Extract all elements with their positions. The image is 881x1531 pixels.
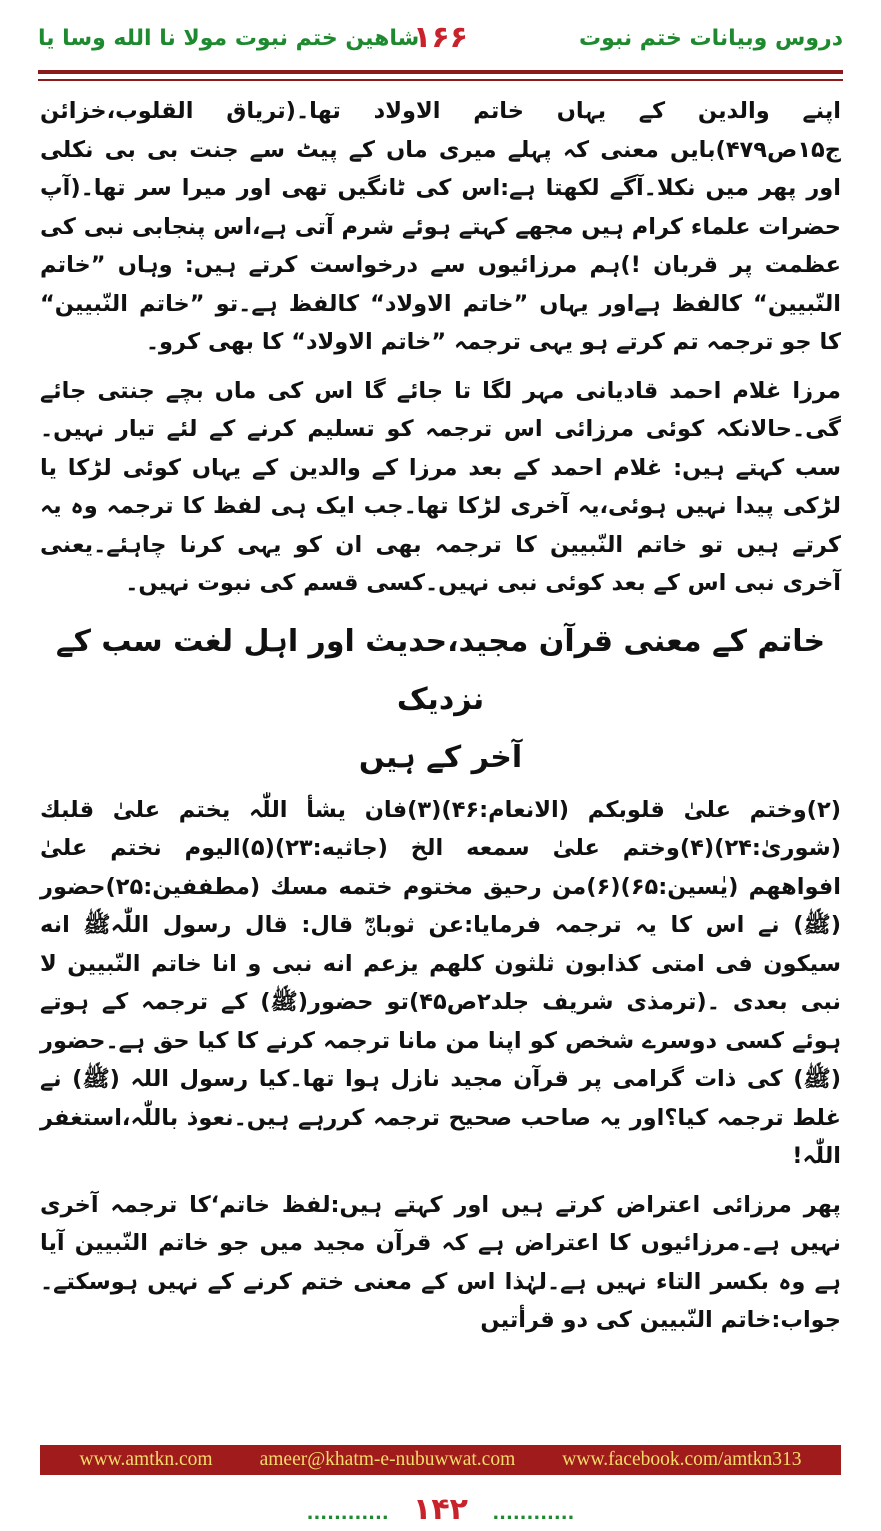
paragraph-4: پھر مرزائی اعتراض کرتے ہیں اور کہتے ہیں:لفظ خاتم‘کا ترجمہ آخری نہیں ہے۔مرزائیوں کا اعتراض ہے کہ قرآن مجید میں جو خاتم النّبیین آیا ہے وہ بکسر التاء نہیں ہے۔لہٰذا اس کے معنی ختم کرنے کے نہیں ہوسکتے۔جواب:خاتم النّبیین کی دو قرأتیں	[40, 1191, 841, 1333]
header-rule-thick	[38, 70, 843, 74]
page-footer	[0, 1492, 881, 1527]
header-rule-thin	[38, 79, 843, 81]
footer-dots-right: ............	[492, 1503, 575, 1524]
section-heading	[40, 613, 841, 787]
website-link[interactable]: www.amtkn.com	[79, 1449, 213, 1470]
paragraph-1: اپنے والدین کے یہاں خاتم الاولاد تھا۔(تریاق القلوب،خزائن ج۱۵ص۴۷۹)بایں معنی کہ پہلے میری ماں کے پیٹ سے جنت بی بی نکلی اور پھر میں نکلا۔آگے لکھتا ہے:اس کی ٹانگیں تھی اور میرا سر تھا۔(آپ حضرات علماء کرام ہیں مجھے کہتے ہوئے شرم آتی ہے،اس پنجابی نبی کی عظمت پر قربان !)ہم مرزائیوں سے درخواست کرتے ہیں: وہاں ”خاتم النّبیین“ کالفظ ہےاور یہاں ”خاتم الاولاد“ کالفظ ہے۔تو ”خاتم النّبیین“ کا جو ترجمہ تم کرتے ہو یہی ترجمہ ”خاتم الاولاد“ کا بھی کرو۔	[40, 98, 841, 355]
section-heading-line2: آخر کے ہیں	[358, 739, 523, 775]
page-body	[40, 92, 841, 1350]
paragraph-2: مرزا غلام احمد قادیانی مہر لگا تا جائے گا اس کی ماں بچے جنتی جائے گی۔حالانکہ کوئی مرزائی اس ترجمہ کو تسلیم کرنے کے لئے تیار نہیں۔سب کہتے ہیں: غلام احمد کے بعد مرزا کے والدین کے یہاں کوئی لڑکا یا لڑکی پیدا نہیں ہوئی،یہ آخری لڑکا تھا۔جب ایک ہی لفظ کا ترجمہ وہ یہ کرتے ہیں تو خاتم النّبیین کا ترجمہ بھی ان کو یہی کرنا چاہئے۔یعنی آخری نبی اس کے بعد کوئی نبی نہیں۔کسی قسم کی نبوت نہیں۔	[40, 377, 841, 596]
email-link[interactable]: ameer@khatm-e-nubuwwat.com	[259, 1449, 516, 1470]
paragraph-3: (۲)وختم علیٰ قلوبکم (الانعام:۴۶)(۳)فان یشأ اللّٰہ یختم علیٰ قلبك (شوریٰ:۲۴)(۴)وختم علیٰ سمعه الخ (جاثیه:۲۳)(۵)الیوم نختم علیٰ افواهھم (یٰسین:۶۵)(۶)من رحیق مختوم ختمه مسك (مطففین:۲۵)حضور (ﷺ) نے اس کا یہ ترجمہ فرمایا:عن ثوبانؓ قال: قال رسول اللّٰہﷺ انه سیکون فی امتی کذابون ثلثون کلھم یزعم انه نبی و انا خاتم النّبیین لا نبی بعدی ۔(ترمذی شریف جلد۲ص۴۵)تو حضور(ﷺ) کے ترجمہ کے ہوتے ہوئے کسی دوسرے شخص کو اپنا من مانا ترجمہ کرنے کا کیا حق ہے۔حضور (ﷺ) کی ذات گرامی پر قرآن مجید نازل ہوا تھا۔کیا رسول اللہ (ﷺ) نے غلط ترجمہ کیا؟اور یہ صاحب صحیح ترجمہ کررہے ہیں۔نعوذ باللّٰہ،استغفر اللّٰہ!	[40, 796, 842, 1169]
footer-dots-left: ............	[306, 1503, 389, 1524]
author-name: شاهین ختم نبوت مولا نا الله وسا یا	[38, 26, 420, 51]
page-header	[38, 22, 843, 58]
facebook-link[interactable]: www.facebook.com/amtkn313	[562, 1449, 802, 1470]
footer-links-bar	[40, 1445, 841, 1475]
footer-page-number: ۱۴۲	[413, 1492, 468, 1527]
section-heading-line1: خاتم کے معنی قرآن مجید،حدیث اور اہل لغت سب کے نزدیک	[55, 623, 826, 717]
book-title: دروس وبیانات ختم نبوت	[579, 26, 843, 51]
header-page-number: ۱۶۶	[413, 20, 468, 55]
